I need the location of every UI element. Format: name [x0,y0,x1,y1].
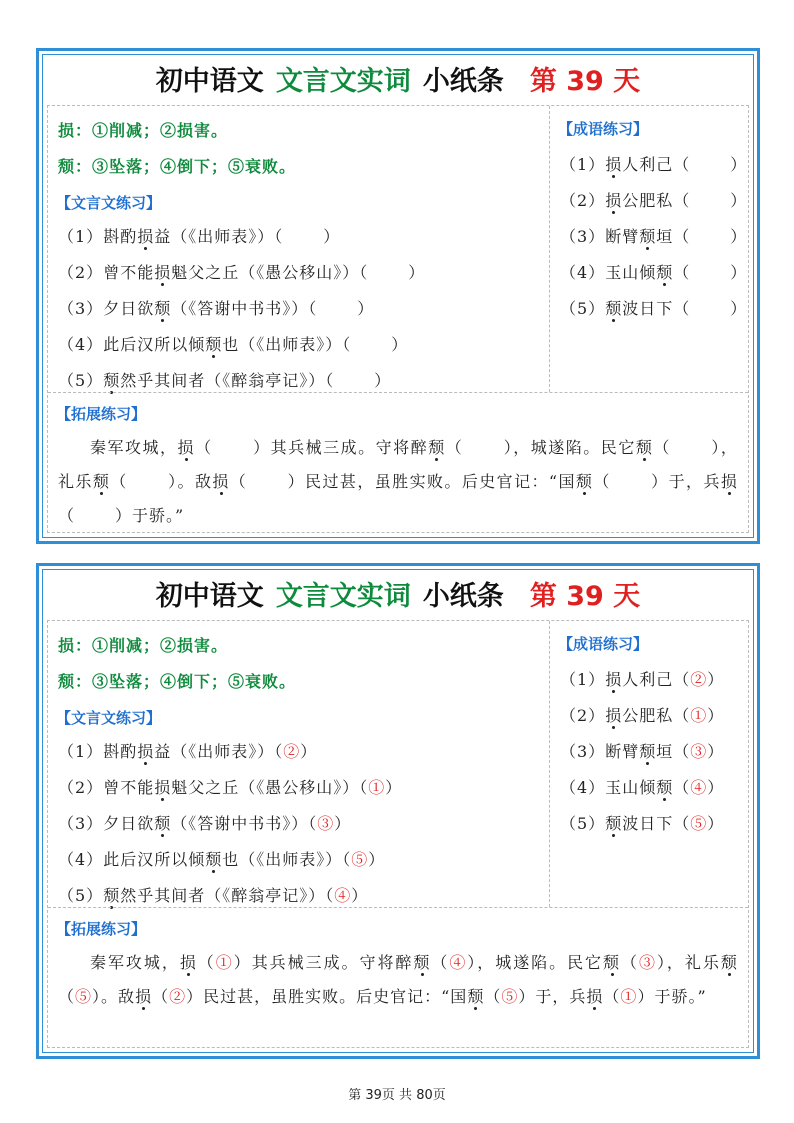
worksheet-card-blank [36,48,760,544]
answer: ⑤ [690,814,708,833]
classical-item: （1）斟酌损益（《出师表》）（ ） [58,227,341,246]
right-panel [550,621,748,907]
page-footer: 第 39页 共 80页 [348,1088,446,1103]
idiom-item: （1）损人利己（②） [560,670,725,689]
extend-paragraph: 秦军攻城，损（ ）其兵械三成。守将醉颓（ ），城遂陷。民它颓（ ），礼乐颓（ ）。敌损（ ）民过甚，虽胜实败。后史官记：“国颓（ ）于，兵损（ ）于骄。” [58,438,738,525]
classical-item: （1）斟酌损益（《出师表》）（②） [58,742,318,761]
card-title: 初中语文 文言文实词 小纸条 第 39 天 [155,66,641,97]
extend-heading: 【拓展练习】 [56,920,147,938]
classical-item: （2）曾不能损魁父之丘（《愚公移山》）（①） [58,778,403,797]
definition-line: 颓：③坠落；④倒下；⑤衰败。 [58,672,297,691]
extend-paragraph: 秦军攻城，损（①）其兵械三成。守将醉颓（④），城遂陷。民它颓（③），礼乐颓（⑤）。敌损（②）民过甚，虽胜实败。后史官记：“国颓（⑤）于，兵损（①）于骄。” [58,953,738,1006]
idiom-item: （5）颓波日下（⑤） [560,814,725,833]
card-body [47,620,749,1048]
idiom-heading: 【成语练习】 [558,120,649,138]
idiom-heading: 【成语练习】 [558,635,649,653]
answer: ④ [690,778,708,797]
classical-item: （2）曾不能损魁父之丘（《愚公移山》）（ ） [58,263,426,282]
right-panel [550,106,748,392]
idiom-item: （4）玉山倾颓（④） [560,778,725,797]
answer: ⑤ [351,850,369,869]
left-panel [48,106,550,392]
answer: ③ [317,814,335,833]
card-title: 初中语文 文言文实词 小纸条 第 39 天 [155,581,641,612]
classical-item: （4）此后汉所以倾颓也（《出师表》）（⑤） [58,850,386,869]
classical-item: （4）此后汉所以倾颓也（《出师表》）（ ） [58,335,409,354]
classical-item: （5）颓然乎其间者（《醉翁亭记》）（ ） [58,371,392,390]
idiom-item: （3）断臂颓垣（ ） [560,227,748,246]
idiom-item: （1）损人利己（ ） [560,155,748,174]
extend-panel [48,907,748,1047]
worksheet-card-answers [36,563,760,1059]
answer: ④ [334,886,352,905]
answer: ② [690,670,708,689]
idiom-item: （3）断臂颓垣（③） [560,742,725,761]
card-body [47,105,749,533]
answer: ① [368,778,386,797]
idiom-item: （2）损公肥私（①） [560,706,725,725]
classical-item: （5）颓然乎其间者（《醉翁亭记》）（④） [58,886,369,905]
classical-heading: 【文言文练习】 [56,194,162,212]
classical-item: （3）夕日欲颓（《答谢中书书》）（③） [58,814,352,833]
extend-panel [48,392,748,532]
idiom-item: （2）损公肥私（ ） [560,191,748,210]
definition-line: 损：①削减；②损害。 [58,121,229,140]
definition-line: 损：①削减；②损害。 [58,636,229,655]
answer: ① [690,706,708,725]
definition-line: 颓：③坠落；④倒下；⑤衰败。 [58,157,297,176]
left-panel [48,621,550,907]
extend-heading: 【拓展练习】 [56,405,147,423]
classical-item: （3）夕日欲颓（《答谢中书书》）（ ） [58,299,375,318]
answer: ② [283,742,301,761]
classical-heading: 【文言文练习】 [56,709,162,727]
idiom-item: （5）颓波日下（ ） [560,299,748,318]
answer: ③ [690,742,708,761]
idiom-item: （4）玉山倾颓（ ） [560,263,748,282]
